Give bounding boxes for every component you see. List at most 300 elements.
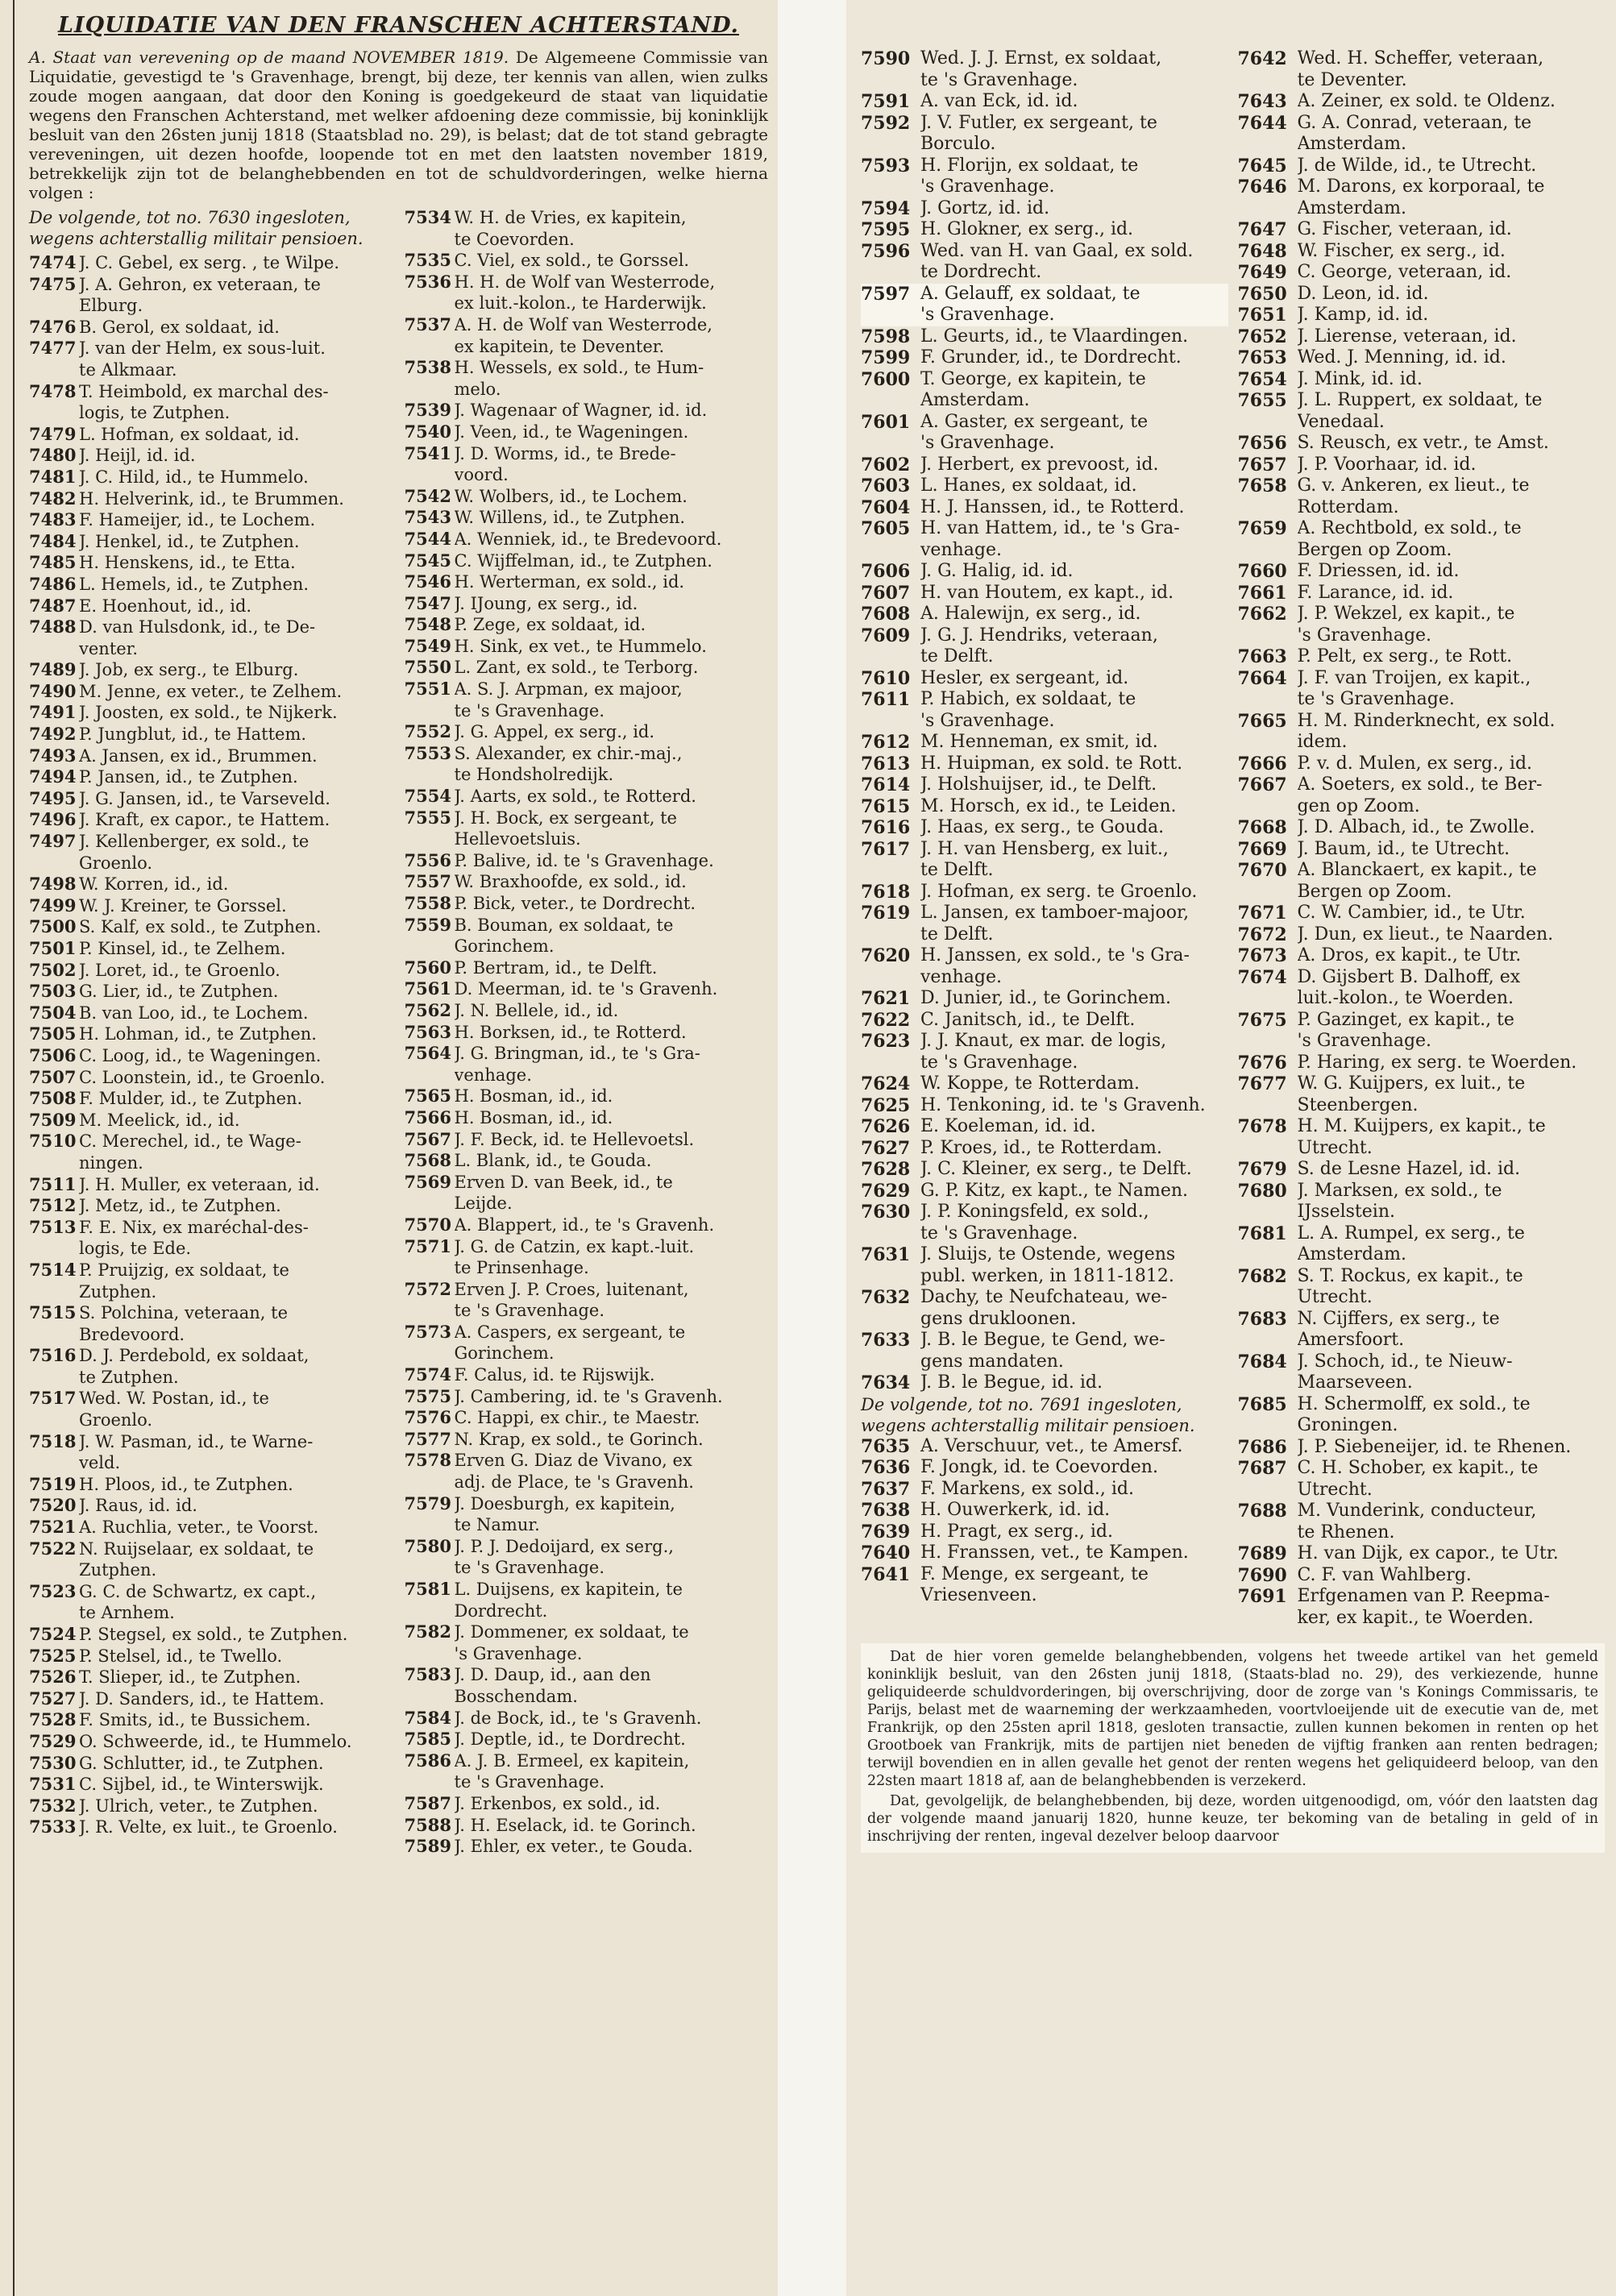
entry-number: 7687 [1237,1458,1287,1479]
entry-line-1: L. Hofman, ex soldaat, id. [79,424,300,444]
entry-number: 7516 [29,1345,77,1366]
list-item [861,284,1228,326]
entry-number: 7617 [861,838,911,860]
list-item [1238,1073,1606,1116]
list-item [861,497,1228,519]
list-item [29,445,393,467]
entry-line-1: J. R. Velte, ex luit., te Groenlo. [79,1817,338,1837]
entry-text [1298,860,1606,903]
entry-line-1: H. Bosman, id., id. [454,1107,613,1127]
entry-line-2: 's Gravenhage. [920,433,1055,453]
entry-number: 7683 [1237,1308,1287,1330]
entry-number: 7639 [861,1521,911,1542]
entry-number: 7547 [404,592,451,613]
entry-number: 7596 [861,240,911,262]
entry-text [920,241,1228,284]
entry-line-1: J. G. Bringman, id., te 's Gra- [454,1044,700,1064]
entry-number: 7659 [1237,518,1287,539]
entry-text [79,981,393,1003]
entry-number: 7565 [404,1086,451,1106]
entry-number: 7674 [1237,966,1287,988]
entry-text [920,1479,1228,1501]
entry-text [920,839,1228,882]
entry-text [1298,1394,1606,1437]
list-item [405,808,769,850]
entry-line-1: C. Loonstein, id., te Groenlo. [79,1067,326,1087]
entry-text [79,1688,393,1710]
entry-line-1: H. Bosman, id., id. [454,1086,613,1106]
entry-number: 7665 [1237,710,1287,732]
entry-text [1298,945,1606,967]
entry-line-1: H. H. de Wolf van Westerrode, [454,272,716,292]
entry-line-1: Wed. J. J. Ernst, ex soldaat, [920,48,1162,69]
entry-line-2: Amsterdam. [1297,1244,1406,1264]
entry-line-2: te 's Gravenhage. [454,700,605,720]
entry-text [455,529,769,550]
entry-line-2: te Prinsenhage. [454,1258,589,1278]
entry-line-1: C. H. Schober, ex kapit., te [1297,1458,1539,1478]
entry-line-1: H. Franssen, vet., te Kampen. [920,1542,1189,1563]
entry-line-1: H. Sink, ex vet., te Hummelo. [454,636,707,656]
list-item [29,1345,393,1388]
list-item [405,1364,769,1386]
list-item [29,617,393,659]
list-item [29,1581,393,1624]
entry-text [455,1107,769,1129]
entry-line-1: A. Blappert, id., te 's Gravenh. [454,1214,715,1235]
entry-number: 7620 [861,945,911,966]
entry-text [455,1322,769,1364]
entry-text [455,486,769,508]
entry-line-1: Dachy, te Neufchateau, we- [920,1287,1168,1307]
list-item [861,561,1228,583]
entry-line-1: A. Blanckaert, ex kapit., te [1297,860,1537,880]
entry-line-1: D. van Hulsdonk, id., te De- [79,617,316,637]
list-item [1238,1565,1606,1587]
entry-number: 7644 [1237,112,1287,134]
list-item [405,507,769,529]
entry-number: 7509 [29,1109,77,1130]
entry-text [455,808,769,850]
entry-line-1: L. Hemels, id., te Zutphen. [79,574,309,594]
entry-line-1: J. G. de Catzin, ex kapt.-luit. [454,1236,695,1256]
entry-line-2: te Deventer. [1297,69,1407,90]
entry-line-2: ker, ex kapit., te Woerden. [1297,1607,1534,1628]
entry-number: 7656 [1237,433,1287,454]
entry-text [455,1150,769,1172]
entry-text [455,978,769,1000]
list-item [405,1236,769,1279]
list-item [861,1095,1228,1117]
list-item [861,219,1228,241]
entry-text [920,1244,1228,1287]
entry-text [79,1624,393,1646]
entry-list [861,48,1228,1394]
entry-line-1: G. Lier, id., te Zutphen. [79,982,279,1002]
entry-line-1: Erven J. P. Croes, luitenant, [454,1279,689,1299]
list-item [405,314,769,357]
entry-line-1: J. F. van Troijen, ex kapit., [1297,667,1531,688]
entry-number: 7608 [861,604,911,625]
entry-line-2: te Delft. [920,646,994,666]
entry-number: 7635 [861,1435,911,1457]
entry-text [1298,326,1606,348]
entry-number: 7568 [404,1150,451,1171]
list-item [29,1045,393,1067]
entry-text [1298,1053,1606,1074]
entry-line-1: H. Helverink, id., te Brummen. [79,488,344,509]
entry-line-1: J. Ulrich, veter., te Zutphen. [79,1796,318,1816]
list-item [405,1815,769,1837]
entry-line-1: A. Gaster, ex sergeant, te [920,411,1149,432]
entry-number: 7642 [1237,48,1287,69]
entry-line-2: te Namur. [454,1515,540,1535]
entry-number: 7540 [404,421,451,442]
entry-number: 7677 [1237,1073,1287,1094]
entry-text [79,531,393,553]
entry-text [79,1045,393,1067]
entry-line-1: J. Cambering, id. te 's Gravenh. [454,1386,723,1406]
entry-number: 7527 [29,1688,77,1709]
entry-text [1298,839,1606,861]
entry-number: 7494 [29,766,77,787]
entry-text [1298,475,1606,518]
entry-line-1: J. G. Appel, ex serg., id. [454,722,655,742]
entry-text [455,272,769,314]
entry-text [79,596,393,617]
entry-number: 7622 [861,1009,911,1031]
entry-text [920,754,1228,775]
entry-text [455,1022,769,1044]
entry-number: 7634 [861,1372,911,1393]
list-item [861,48,1228,91]
entry-number: 7493 [29,745,77,766]
list-item [405,1086,769,1107]
entry-line-1: D. Meerman, id. te 's Gravenh. [454,979,718,999]
list-item [29,1667,393,1688]
entry-text [455,1129,769,1151]
entry-number: 7478 [29,380,77,401]
entry-line-1: Wed. H. Scheffer, veteraan, [1297,48,1544,69]
entry-number: 7557 [404,871,451,892]
entry-text [79,467,393,488]
entry-line-1: J. Erkenbos, ex sold., id. [454,1793,661,1813]
list-item [29,338,393,380]
entry-line-1: W. Wolbers, id., te Lochem. [454,486,688,506]
entry-text [455,614,769,636]
entry-text [1298,1010,1606,1053]
entry-line-1: L. Blank, id., te Gouda. [454,1151,652,1171]
entry-number: 7531 [29,1774,77,1795]
list-item [1238,1501,1606,1543]
list-item [1238,1159,1606,1181]
entry-text [455,1236,769,1279]
entry-line-1: F. Hameijer, id., te Lochem. [79,510,316,530]
list-item [29,938,393,960]
entry-line-1: J. Kraft, ex capor., te Hattem. [79,810,330,830]
entry-number: 7491 [29,702,77,723]
entry-number: 7593 [861,155,911,176]
entry-text [455,1086,769,1107]
entry-text [79,1495,393,1517]
entry-line-2: Leijde. [454,1194,513,1214]
entry-line-2: Vriesenveen. [920,1585,1037,1605]
entry-text [455,915,769,957]
entry-text [920,1181,1228,1202]
entry-line-1: C. Viel, ex sold., te Gorssel. [454,251,690,271]
entry-line-1: M. Jenne, ex veter., te Zelhem. [79,681,343,701]
list-item [861,241,1228,284]
entry-text [79,317,393,338]
entry-line-1: P. Balive, id. te 's Gravenhage. [454,850,714,870]
entry-text [455,850,769,872]
list-item [405,272,769,314]
entry-number: 7594 [861,197,911,219]
entry-number: 7490 [29,680,77,701]
entry-text [79,1023,393,1045]
entry-text [920,113,1228,156]
entry-line-2: Groningen. [1297,1415,1398,1435]
entry-text [79,1088,393,1110]
entry-number: 7590 [861,48,911,69]
entry-text [79,916,393,938]
entry-text [920,219,1228,241]
list-item [29,1088,393,1110]
footer-notes [861,1643,1605,1853]
entry-text [920,1542,1228,1564]
entry-line-1: L. Jansen, ex tamboer-majoor, [920,903,1190,923]
list-item [29,531,393,553]
list-item [1238,1116,1606,1159]
entry-line-1: H. Borksen, id., te Rotterd. [454,1022,687,1042]
entry-line-2: te Alkmaar. [79,359,177,380]
entry-number: 7645 [1237,155,1287,176]
entry-text [79,960,393,982]
entry-text [1298,1586,1606,1629]
entry-number: 7536 [404,271,451,292]
list-item [1238,518,1606,561]
list-item [29,1731,393,1753]
entry-text [1298,1159,1606,1181]
entry-line-1: M. Meelick, id., id. [79,1110,240,1130]
entry-text [1298,91,1606,113]
entry-text [920,1010,1228,1032]
list-item [29,702,393,724]
entry-text [1298,1437,1606,1459]
list-item [405,1172,769,1214]
entry-number: 7504 [29,1002,77,1023]
entry-line-2: te Zutphen. [79,1367,179,1387]
entry-text [455,657,769,679]
entry-line-2: Maarseveen. [1297,1372,1413,1393]
entry-line-1: P. Kroes, id., te Rotterdam. [920,1137,1162,1158]
entry-line-1: H. Lohman, id., te Zutphen. [79,1024,317,1044]
entry-text [455,1621,769,1664]
entry-line-1: A. Gelauff, ex soldaat, te [920,283,1140,304]
entry-text [920,198,1228,220]
entry-line-2: te 's Gravenhage. [454,1558,605,1578]
list-item [1238,91,1606,113]
entry-number: 7530 [29,1752,77,1773]
entry-line-2: logis, te Ede. [79,1239,192,1259]
entry-number: 7510 [29,1131,77,1152]
entry-line-1: F. Menge, ex sergeant, te [920,1563,1149,1584]
entry-line-1: P. Zege, ex soldaat, id. [454,615,646,635]
list-item [1238,284,1606,305]
entry-text [920,1202,1228,1244]
entry-number: 7592 [861,112,911,134]
entry-line-1: J. Doesburgh, ex kapitein, [454,1493,675,1513]
entry-line-2: te 's Gravenhage. [454,1772,605,1792]
entry-line-1: F. Larance, id. id. [1297,582,1454,603]
entry-number: 7555 [404,807,451,828]
entry-text [455,1729,769,1750]
entry-text [1298,284,1606,305]
entry-text [920,284,1228,326]
list-item [1238,1437,1606,1459]
intro-paragraph [29,48,768,202]
entry-line-2: Venedaal. [1297,411,1385,432]
list-item [1238,1266,1606,1309]
entry-number: 7502 [29,959,77,980]
list-item [405,1214,769,1236]
list-item [29,1753,393,1775]
entry-number: 7532 [29,1795,77,1816]
entry-text [920,561,1228,583]
entry-line-1: T. George, ex kapitein, te [920,368,1146,389]
entry-line-1: G. Schlutter, id., te Zutphen. [79,1753,324,1773]
entry-line-1: Hesler, ex sergeant, id. [920,667,1129,688]
entry-line-1: J. Ehler, ex veter., te Gouda. [454,1837,693,1857]
entry-number: 7575 [404,1385,451,1406]
entry-number: 7649 [1237,262,1287,283]
entry-line-1: C. Janitsch, id., te Delft. [920,1009,1136,1030]
entry-line-2: te Delft. [920,860,994,880]
entry-text [79,1753,393,1775]
list-item [405,1022,769,1044]
entry-line-2: 's Gravenhage. [920,305,1055,325]
entry-text [920,604,1228,625]
entry-line-1: A. Zeiner, ex sold. te Oldenz. [1297,91,1556,111]
entry-line-1: P. Stelsel, id., te Twello. [79,1646,283,1666]
entry-number: 7628 [861,1159,911,1180]
entry-text [455,1836,769,1858]
entry-line-1: B. van Loo, id., te Lochem. [79,1003,309,1023]
entry-line-2: venhage. [454,1065,532,1085]
entry-text [1298,668,1606,711]
entry-text [79,1217,393,1260]
list-item [405,593,769,615]
list-item [1238,1053,1606,1074]
entry-line-2: luit.-kolon., te Woerden. [1297,988,1514,1008]
entry-number: 7597 [861,283,911,305]
entry-line-1: M. Vunderink, conducteur, [1297,1501,1537,1521]
list-item [1238,839,1606,861]
list-item [405,1493,769,1536]
entry-line-2: Dordrecht. [454,1601,548,1621]
entry-line-1: D. Junier, id., te Gorinchem. [920,988,1171,1008]
list-item [29,1388,393,1430]
entry-line-1: Wed. J. Menning, id. id. [1297,347,1506,367]
entry-line-2: Steenbergen. [1297,1094,1419,1115]
list-item [861,347,1228,369]
list-item [861,412,1228,455]
entry-number: 7661 [1237,582,1287,604]
entry-line-1: F. Driessen, id. id. [1297,561,1460,581]
list-item [29,1624,393,1646]
entry-number: 7676 [1237,1052,1287,1073]
entry-text [455,507,769,529]
list-item [405,1729,769,1750]
entry-text [920,817,1228,839]
entry-line-2: ex luit.-kolon., te Harderwijk. [454,293,707,313]
entry-line-1: C. W. Cambier, id., te Utr. [1297,903,1526,923]
entry-number: 7682 [1237,1265,1287,1287]
entry-line-2: gen op Zoom. [1297,795,1420,816]
list-item [861,1436,1228,1458]
list-item [861,1330,1228,1372]
entry-line-2: te 's Gravenhage. [454,1301,605,1321]
entry-number: 7474 [29,252,77,272]
entry-text [79,895,393,917]
list-item [1238,113,1606,156]
entry-text [1298,369,1606,391]
entry-line-2: Groenlo. [79,853,153,873]
list-item [29,681,393,703]
list-item [861,583,1228,604]
entry-line-1: C. Happi, ex chir., te Maestr. [454,1408,700,1428]
entry-text [79,1646,393,1667]
entry-number: 7560 [404,957,451,978]
entry-number: 7546 [404,571,451,592]
entry-number: 7585 [404,1729,451,1750]
entry-number: 7663 [1237,646,1287,667]
right-sub-heading: De volgende, tot no. 7691 ingesloten, wegens achterstallig militair pensioen. [861,1394,1195,1435]
entry-number: 7686 [1237,1436,1287,1458]
entry-number: 7625 [861,1094,911,1116]
entry-text [455,1815,769,1837]
entry-number: 7508 [29,1088,77,1109]
list-item [29,1774,393,1796]
list-item [861,732,1228,754]
entry-number: 7579 [404,1493,451,1513]
entry-number: 7533 [29,1816,77,1837]
entry-line-1: J. Heijl, id. id. [79,446,196,466]
entry-number: 7479 [29,423,77,444]
entry-line-2: te 's Gravenhage. [920,69,1078,90]
left-column-1 [29,207,393,1858]
entry-text [79,1431,393,1474]
entry-line-1: J. Aarts, ex sold., te Rotterd. [454,787,696,807]
entry-line-1: J. H. Muller, ex veteraan, id. [79,1174,320,1194]
entry-line-2: te Dordrecht. [920,262,1042,282]
entry-text [455,1664,769,1707]
entry-number: 7654 [1237,368,1287,390]
entry-number: 7499 [29,895,77,915]
entry-text [79,1816,393,1838]
entry-text [79,1517,393,1538]
list-item [1238,583,1606,604]
entry-list [1238,48,1606,1629]
entry-number: 7600 [861,368,911,390]
entry-line-1: L. Geurts, id., te Vlaardingen. [920,326,1189,347]
entry-text [1298,48,1606,91]
entry-text [1298,924,1606,946]
entry-line-2: Utrecht. [1297,1479,1373,1500]
list-item [1238,924,1606,946]
list-item [1238,774,1606,817]
entry-text [1298,262,1606,284]
